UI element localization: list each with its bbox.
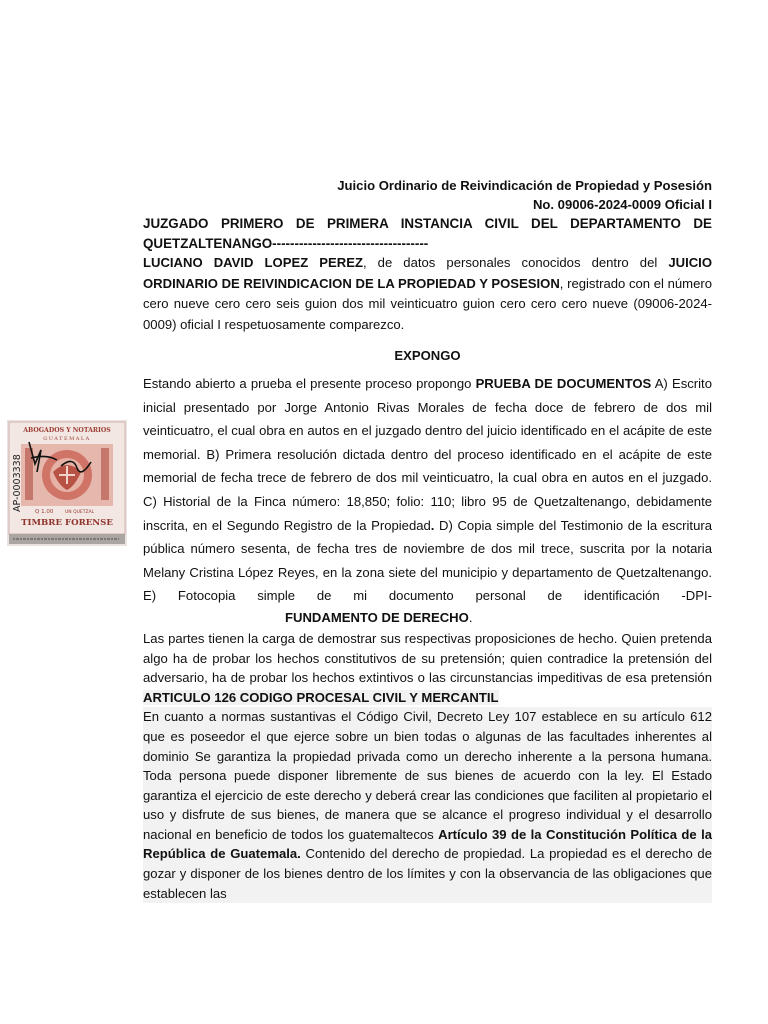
legal-citation-cpcym: ARTICULO 126 CODIGO PROCESAL CIVIL Y MERCANTIL	[143, 689, 499, 705]
case-number: No. 09006-2024-0009 Oficial I	[532, 197, 712, 212]
svg-text:ABOGADOS Y NOTARIOS: ABOGADOS Y NOTARIOS	[23, 427, 111, 434]
evidence-type: PRUEBA DE DOCUMENTOS	[475, 376, 652, 391]
case-title: Juicio Ordinario de Reivindicación de Propiedad y Posesión	[337, 178, 712, 193]
section-heading-fundamento: FUNDAMENTO DE DERECHO.	[285, 609, 473, 625]
stamp-image	[7, 420, 127, 546]
svg-text:TIMBRE FORENSE: TIMBRE FORENSE	[21, 518, 113, 528]
court-heading: JUZGADO PRIMERO DE PRIMERA INSTANCIA CIVIL DEL DEPARTAMENTO DE QUETZALTENANGO-----------------------------------	[143, 216, 712, 251]
petitioner-name: LUCIANO DAVID LOPEZ PEREZ	[143, 255, 363, 270]
case-name: JUICIO ORDINARIO DE REIVINDICACION DE LA PROPIEDAD Y POSESION	[143, 255, 712, 291]
svg-text:UN QUETZAL: UN QUETZAL	[65, 510, 95, 515]
fundamento-paragraph-2: En cuanto a normas sustantivas el Código Civil, Decreto Ley 107 establece en su artículo 612 que es poseedor el que ejerce sobre un bien todas o algunas de las facultades inherentes al dominio Se garantiza la propiedad privada como un derecho inherente a la persona humana. Toda persona puede disponer libremente de sus bienes de acuerdo con la ley. El Estado garantiza el ejercicio de este derecho y deberá crear las condiciones que faciliten al propietario el uso y disfrute de sus bienes, de manera que se alcance el progreso individual y el desarrollo nacional en beneficio de todos los guatemaltecos Artículo 39 de la Constitución Política de la República de Guatemala. Contenido del derecho de propiedad. La propiedad es el derecho de gozar y disponer de los bienes dentro de los límites y con la observancia de las obligaciones que establecen las	[143, 707, 712, 903]
timbre-forense-stamp	[7, 420, 127, 546]
expongo-paragraph: Estando abierto a prueba el presente proceso propongo PRUEBA DE DOCUMENTOS A) Escrito inicial presentado por Jorge Antonio Rivas Morales de fecha doce de febrero de dos mil veinticuatro, el cual obra en autos en el juzgado dentro del juicio identificado en el acápite de este memorial. B) Primera resolución dictada dentro del proceso identificado en el acápite de este memorial de fecha trece de febrero de dos mil veinticuatro, la cual obra en autos en el juzgado. C) Historial de la Finca número: 18,850; folio: 110; libro 95 de Quetzaltenango, debidamente inscrita, en el Segundo Registro de la Propiedad. D) Copia simple del Testimonio de la escritura pública número sesenta, de fecha tres de noviembre de dos mil trece, suscrita por la notaria Melany Cristina López Reyes, en la zona siete del municipio y departamento de Quetzaltenango. E) Fotocopia simple de mi documento personal de identificación -DPI-	[143, 376, 712, 604]
fundamento-paragraph-1: Las partes tienen la carga de demostrar sus respectivas proposiciones de hecho. Quien pretenda algo ha de probar los hechos constitutivos de su pretensión; quien contradice la pretensión del adversario, ha de probar los hechos extintivos o las circunstancias impeditivas de esa pretensión ARTICULO 126 CODIGO PROCESAL CIVIL Y MERCANTIL	[143, 630, 712, 705]
document-body	[143, 176, 712, 903]
svg-text:GUATEMALA: GUATEMALA	[43, 436, 91, 442]
svg-text:Q 1.00: Q 1.00	[35, 509, 54, 515]
legal-citation-constitution: Artículo 39 de la Constitución Política de la República de Guatemala.	[143, 826, 712, 862]
section-heading-expongo: EXPONGO	[394, 348, 461, 363]
svg-text:AP-0003338: AP-0003338	[12, 454, 23, 512]
intro-paragraph: LUCIANO DAVID LOPEZ PEREZ, de datos personales conocidos dentro del JUICIO ORDINARIO DE REIVINDICACION DE LA PROPIEDAD Y POSESION, registrado con el número cero nueve cero cero seis guion dos mil veinticuatro guion cero cero cero nueve (09006-2024-0009) oficial I respetuosamente comparezco.	[143, 255, 712, 332]
